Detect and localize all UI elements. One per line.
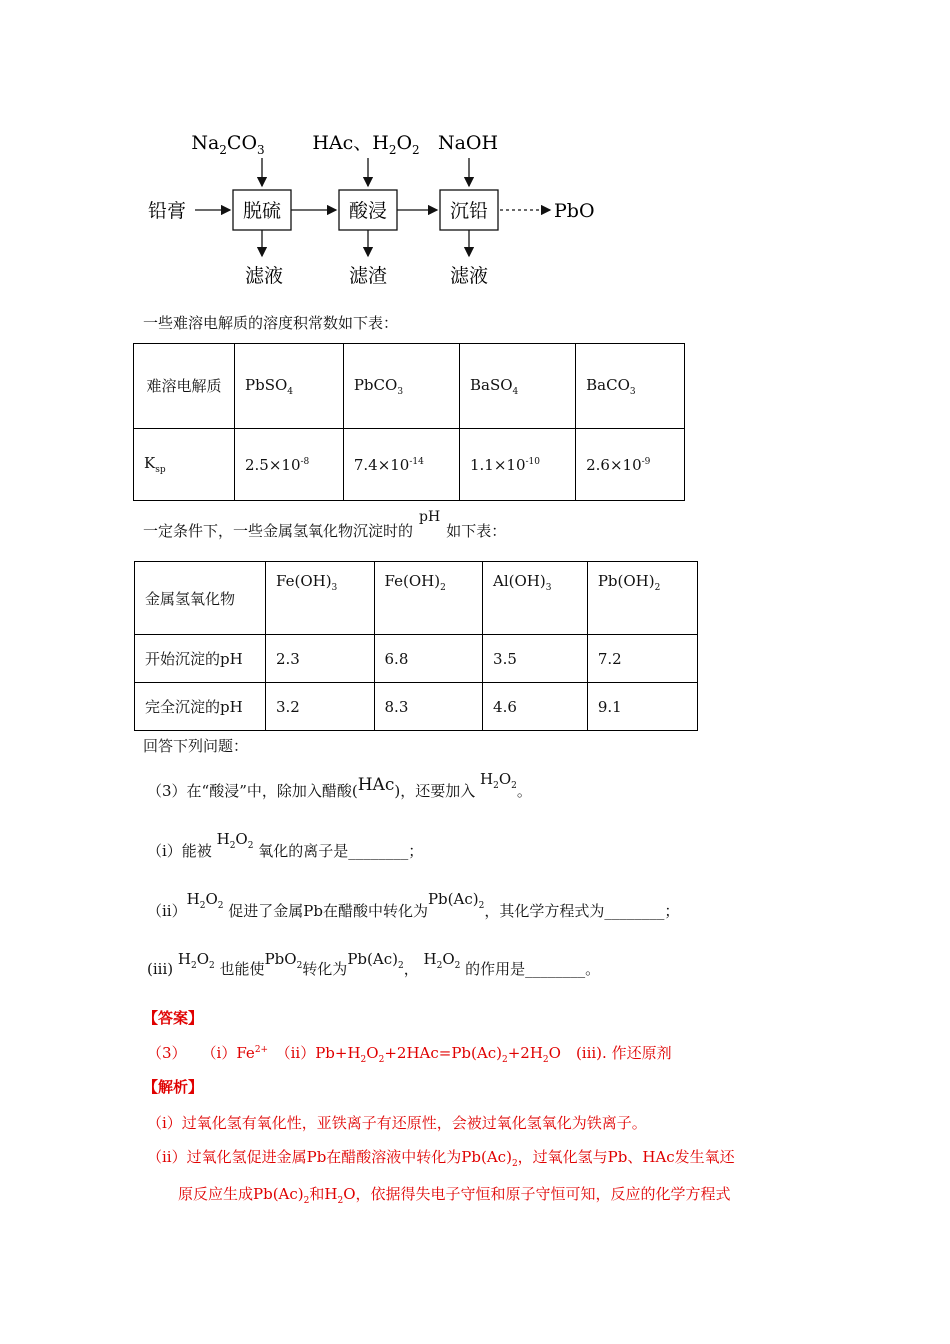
flow-step-precipitate-lead: 沉铅: [449, 200, 489, 222]
ph-hydroxide-pboh2: $Pb(OH)_2$: [587, 562, 697, 635]
answer-blank: ________: [525, 960, 586, 978]
ksp-value-baco3: $2.6\times 10^{-9}$: [576, 429, 685, 501]
ph-hydroxide-aloh3: $Al(OH)_3$: [483, 562, 588, 635]
ph-row2-value: 9.1: [587, 683, 697, 731]
ph-row2-label: 完全沉淀的pH: [135, 683, 266, 731]
ph-row1-value: 6.8: [374, 635, 483, 683]
flow-input-na2co3: $Na_2CO_3$: [191, 132, 265, 157]
ksp-row-header-2: $K_{sp}$: [134, 429, 235, 501]
question-iii: (iii) $H_2O_2$ 也能使PbO$_2$转化为$Pb(Ac)_2$， $H_2O_2$ 的作用是________。: [147, 950, 601, 978]
question-ii: $(ii)H_2O_2$ 促进了金属Pb在醋酸中转化为$Pb(Ac)_2$，其化学方程式为________；: [147, 890, 680, 920]
answer-blank: ________: [348, 842, 409, 860]
ksp-intro: 一些难溶电解质的溶度积常数如下表：: [143, 314, 399, 332]
flow-product-pbo: PbO: [554, 200, 595, 222]
ksp-value-baso4: $1.1\times 10^{-10}$: [459, 429, 575, 501]
ph-row2-value: 3.2: [266, 683, 375, 731]
flow-input-hac-h2o2: HAc、$H_2O_2$: [312, 132, 420, 157]
ph-row1-label: 开始沉淀的pH: [135, 635, 266, 683]
ph-row1-value: 2.3: [266, 635, 375, 683]
ph-intro: 一定条件下，一些金属氢氧化物沉淀时的pH如下表：: [143, 509, 507, 540]
ph-hydroxide-feoh3: $Fe(OH)_3$: [266, 562, 375, 635]
analysis-label: 【解析】: [143, 1078, 204, 1096]
questions-intro: 回答下列问题：: [143, 737, 249, 755]
ph-row2-value: 8.3: [374, 683, 483, 731]
flow-output-residue: 滤渣: [348, 265, 388, 287]
ph-hydroxide-feoh2: $Fe(OH)_2$: [374, 562, 483, 635]
flow-step-desulfurize: 脱硫: [242, 200, 282, 222]
flow-output-filtrate-1: 滤液: [244, 265, 284, 287]
ph-row2-value: 4.6: [483, 683, 588, 731]
answer-label: 【答案】: [143, 1009, 204, 1027]
ph-table-header: 金属氢氧化物: [135, 562, 266, 635]
ksp-row-header-1: 难溶电解质: [134, 344, 235, 429]
ph-row1-value: 7.2: [587, 635, 697, 683]
process-flowchart: [140, 120, 620, 295]
flow-step-acid-leach: 酸浸: [348, 200, 388, 222]
ksp-compound-pbco3: PbCO$_3$: [343, 344, 459, 429]
ph-row1-value: 3.5: [483, 635, 588, 683]
ksp-compound-pbso4: PbSO$_4$: [235, 344, 344, 429]
analysis-line-1: （i）过氧化氢有氧化性，亚铁离子有还原性，会被过氧化氢氧化为铁离子。: [147, 1114, 647, 1132]
answer-blank: ________: [604, 902, 665, 920]
ph-table: [134, 561, 698, 731]
ksp-table: [133, 343, 685, 501]
flow-start-label: 铅膏: [148, 200, 187, 222]
ksp-value-pbco3: $7.4\times 10^{-14}$: [343, 429, 459, 501]
ksp-compound-baso4: BaSO$_4$: [459, 344, 575, 429]
analysis-line-3: 原反应生成$Pb(Ac)_2$和$H_2O$，依据得失电子守恒和原子守恒可知，反应的化学方程式: [178, 1185, 731, 1206]
flow-input-naoh: NaOH: [437, 132, 499, 154]
ksp-compound-baco3: BaCO$_3$: [576, 344, 685, 429]
answer-text: （3） $(i)Fe^{2+}$ $(ii)Pb+H_2O_2+2HAc=Pb(Ac)_2+2H_2O$ (iii). 作还原剂: [147, 1044, 672, 1065]
question-i: （i）能被 $H_2O_2$ 氧化的离子是________；: [147, 830, 424, 860]
question-3: （3）在“酸浸”中，除加入醋酸(HAc)，还要加入 $H_2O_2$。: [147, 770, 532, 800]
ksp-value-pbso4: $2.5\times 10^{-8}$: [235, 429, 344, 501]
analysis-line-2: （ii）过氧化氢促进金属Pb在醋酸溶液中转化为$Pb(Ac)_2$，过氧化氢与Pb、HAc发生氧还: [147, 1148, 735, 1169]
flow-output-filtrate-2: 滤液: [449, 265, 489, 287]
flowchart-svg: [140, 120, 620, 295]
